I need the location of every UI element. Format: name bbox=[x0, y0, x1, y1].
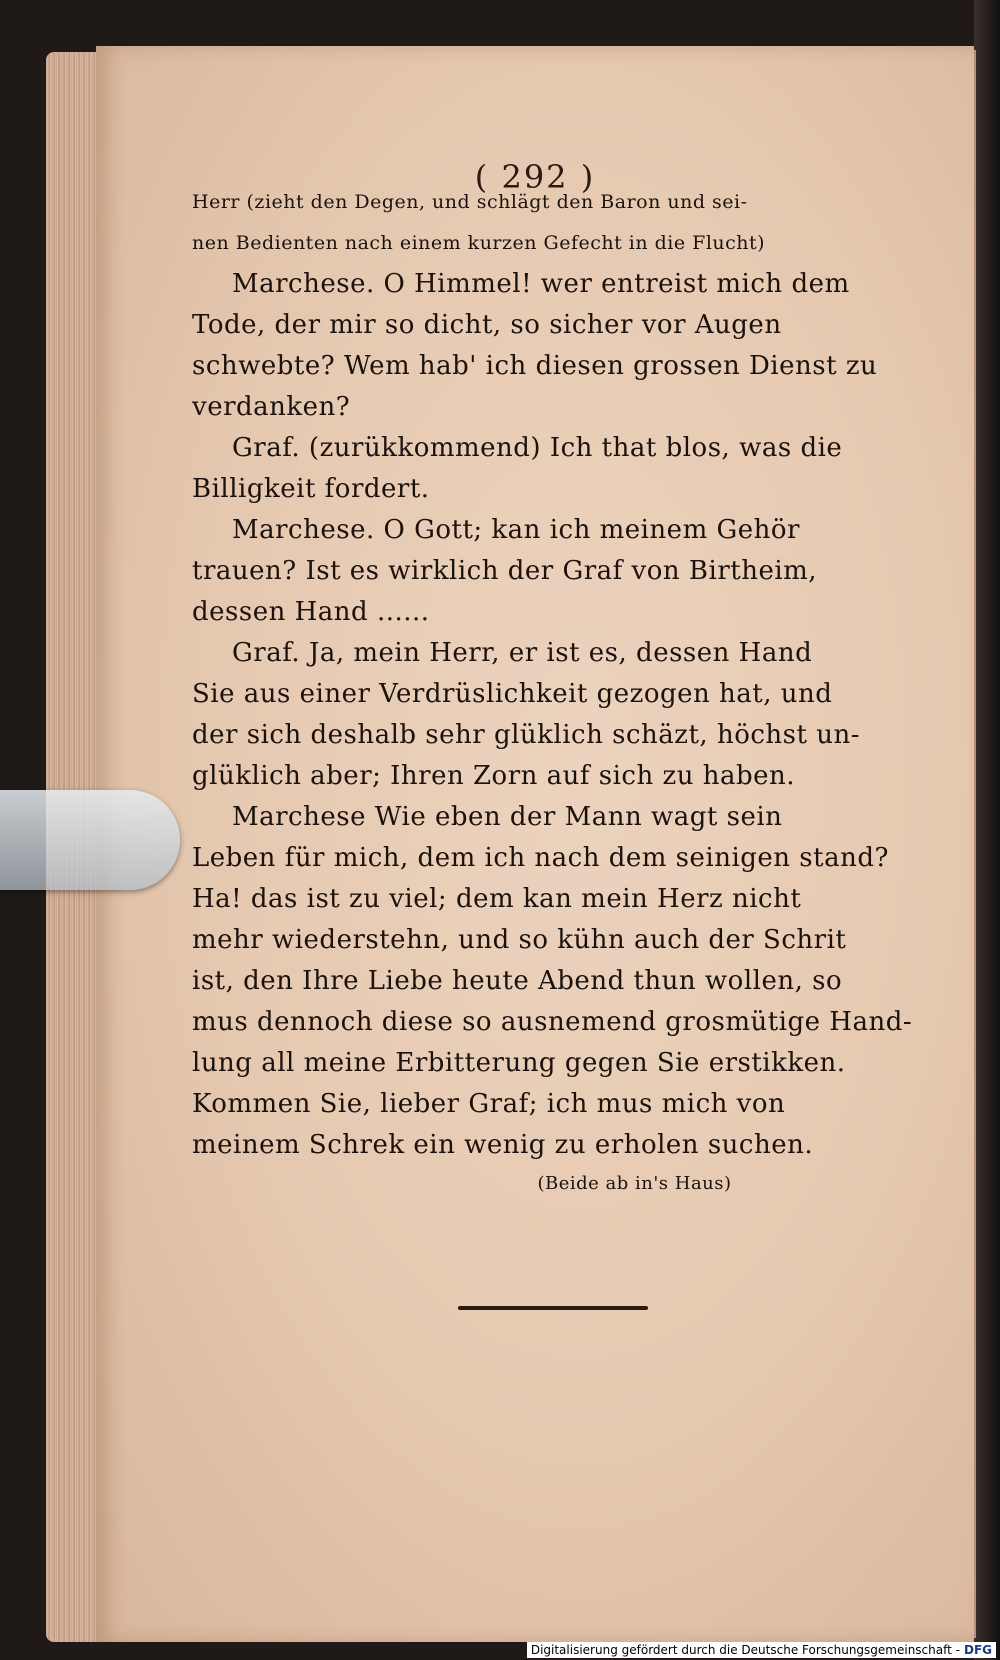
text-line: Marchese. O Himmel! wer entreist mich dem bbox=[232, 269, 850, 299]
text-line: meinem Schrek ein wenig zu erholen suchen. bbox=[192, 1130, 814, 1160]
text-line: Sie aus einer Verdrüslichkeit gezogen hat, und bbox=[192, 679, 833, 709]
text-line: Kommen Sie, lieber Graf; ich mus mich von bbox=[192, 1089, 786, 1119]
text-line: Billigkeit fordert. bbox=[192, 474, 430, 504]
footer-credit bbox=[527, 1642, 996, 1658]
text-line: Marchese. O Gott; kan ich meinem Gehör bbox=[232, 515, 800, 545]
text-line: dessen Hand ...... bbox=[192, 597, 430, 627]
text-line: mehr wiederstehn, und so kühn auch der Schrit bbox=[192, 925, 847, 955]
closing-rule bbox=[458, 1306, 648, 1310]
text-line: ist, den Ihre Liebe heute Abend thun wollen, so bbox=[192, 966, 843, 996]
text-line: Marchese Wie eben der Mann wagt sein bbox=[232, 802, 783, 832]
text-line: trauen? Ist es wirklich der Graf von Birtheim, bbox=[192, 556, 818, 586]
background-edge bbox=[974, 0, 1000, 1660]
page-number: ( 292 ) bbox=[474, 158, 596, 196]
text-line: der sich deshalb sehr glüklich schäzt, höchst un- bbox=[192, 720, 860, 750]
page-clip bbox=[0, 790, 180, 890]
text-line: glüklich aber; Ihren Zorn auf sich zu haben. bbox=[192, 761, 796, 791]
text-line: mus dennoch diese so ausnemend grosmütige Hand- bbox=[192, 1007, 913, 1037]
text-line: Graf. Ja, mein Herr, er ist es, dessen Hand bbox=[232, 638, 813, 668]
text-line: Leben für mich, dem ich nach dem seinigen stand? bbox=[192, 843, 889, 873]
stage-direction: (Beide ab in's Haus) bbox=[537, 1173, 732, 1194]
text-line: verdanken? bbox=[192, 392, 351, 422]
text-line: Herr (zieht den Degen, und schlägt den Baron und sei- bbox=[192, 191, 748, 213]
text-block bbox=[192, 182, 917, 1202]
text-line: nen Bedienten nach einem kurzen Gefecht in die Flucht) bbox=[192, 232, 766, 254]
footer-text: Digitalisierung gefördert durch die Deutsche Forschungsgemeinschaft - bbox=[530, 1643, 960, 1657]
text-line: schwebte? Wem hab' ich diesen grossen Dienst zu bbox=[192, 351, 878, 381]
text-line: lung all meine Erbitterung gegen Sie erstikken. bbox=[192, 1048, 846, 1078]
text-line: Ha! das ist zu viel; dem kan mein Herz nicht bbox=[192, 884, 802, 914]
dfg-logo: DFG bbox=[963, 1643, 992, 1657]
text-line: Graf. (zurükkommend) Ich that blos, was die bbox=[232, 433, 843, 463]
text-line: Tode, der mir so dicht, so sicher vor Augen bbox=[192, 310, 782, 340]
